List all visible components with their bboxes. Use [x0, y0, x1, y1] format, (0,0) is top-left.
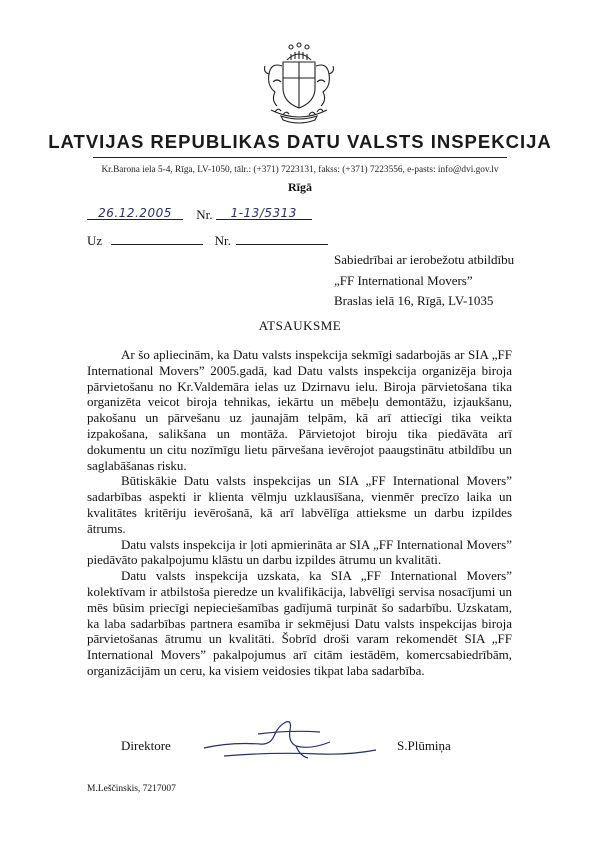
coat-of-arms-emblem [261, 42, 337, 124]
nr-label: Nr. [196, 207, 213, 222]
document-title: ATSAUKSME [258, 318, 342, 333]
reference-line-uz [87, 232, 328, 249]
recipient-line-2: „FF International Movers” [334, 272, 473, 288]
letterhead-divider [93, 157, 507, 158]
contact-details: Kr.Barona iela 5-4, Rīga, LV-1050, tālr.: (+371) 7223131, fakss: (+371) 7223556, e-pasts: info@dvi.gov.lv [101, 165, 499, 175]
institution-name: LATVIJAS REPUBLIKAS DATU VALSTS INSPEKCIJA [48, 131, 552, 152]
uz-blank [111, 232, 203, 245]
reference-line-date [87, 207, 312, 223]
recipient-line-3: Braslas ielā 16, Rīgā, LV-1035 [334, 293, 494, 308]
signatory-name: S.Plūmiņa [397, 738, 451, 753]
signatory-position: Direktore [121, 738, 171, 753]
prepared-by: M.Leščinskis, 7217007 [87, 784, 176, 794]
handwritten-number: 1-13/5313 [230, 206, 297, 220]
handwritten-signature [200, 712, 380, 762]
paragraph-1: Ar šo apliecinām, ka Datu valsts inspekcija sekmīgi sadarbojās ar SIA „FF International Movers” 2005.gadā, kad Datu valsts inspekcija organizēja biroja pārvietošanu no Kr.Valdemāra ielas uz Dzirnavu ielu. Biroja pārvietošana tika organizēta veicot biroja tehnikas, iekārtu un mēbeļu demontāžu, izjaukšanu, pakošanu un pārvešanu uz jaunajām telpām, kā arī attiecīgi tika veikta izpakošana, salikšana un montāža. Pārvietojot biroju tika piedāvāta arī dokumentu un citu nozīmīgu lietu pārvešana ievērojot paaugstinātu atbildību un saglabāšanas risku. [87, 347, 512, 473]
recipient-line-1: Sabiedrībai ar ierobežotu atbildību [334, 252, 515, 267]
nr-blank [236, 232, 328, 245]
uz-label: Uz [87, 233, 103, 248]
letter-body [87, 347, 512, 679]
number-field [216, 207, 312, 220]
paragraph-3: Datu valsts inspekcija ir ļoti apmierināta ar SIA „FF International Movers” piedāvāto pakalpojumu klāstu un darbu izpildes ātrumu un kvalitāti. [87, 536, 512, 568]
paragraph-2: Būtiskākie Datu valsts inspekcijas un SIA „FF International Movers” sadarbības aspekti ir klienta vēlmju uzklausīšana, vienmēr precīzo laika un kvalitātes kritēriju ievērošanā, kā arī labvēlīga attieksme un darbu izpildes ātrums. [87, 473, 512, 536]
recipient-block [334, 250, 514, 312]
city-name: Rīgā [288, 180, 312, 194]
date-field [87, 207, 183, 220]
handwritten-date: 26.12.2005 [98, 206, 172, 220]
nr-label-2: Nr. [214, 233, 231, 248]
paragraph-4: Datu valsts inspekcija uzskata, ka SIA „FF International Movers” kolektīvam ir atbilstoša pieredze un kvalifikācija, labvēlīgi servisa nosacījumi un mēs būsim priecīgi nepieciešamības gadījumā turpināt šo sadarbību. Uzskatam, ka laba sadarbības partnera esamība ir sekmējusi Datu valsts inspekcijas biroja pārvietošanas ātrumu un kvalitāti. Šobrīd droši varam rekomendēt SIA „FF International Movers” pakalpojumus arī citām iestādēm, komercsabiedrībām, organizācijām un ceru, ka visiem veidosies tikpat laba sadarbība. [87, 568, 512, 678]
